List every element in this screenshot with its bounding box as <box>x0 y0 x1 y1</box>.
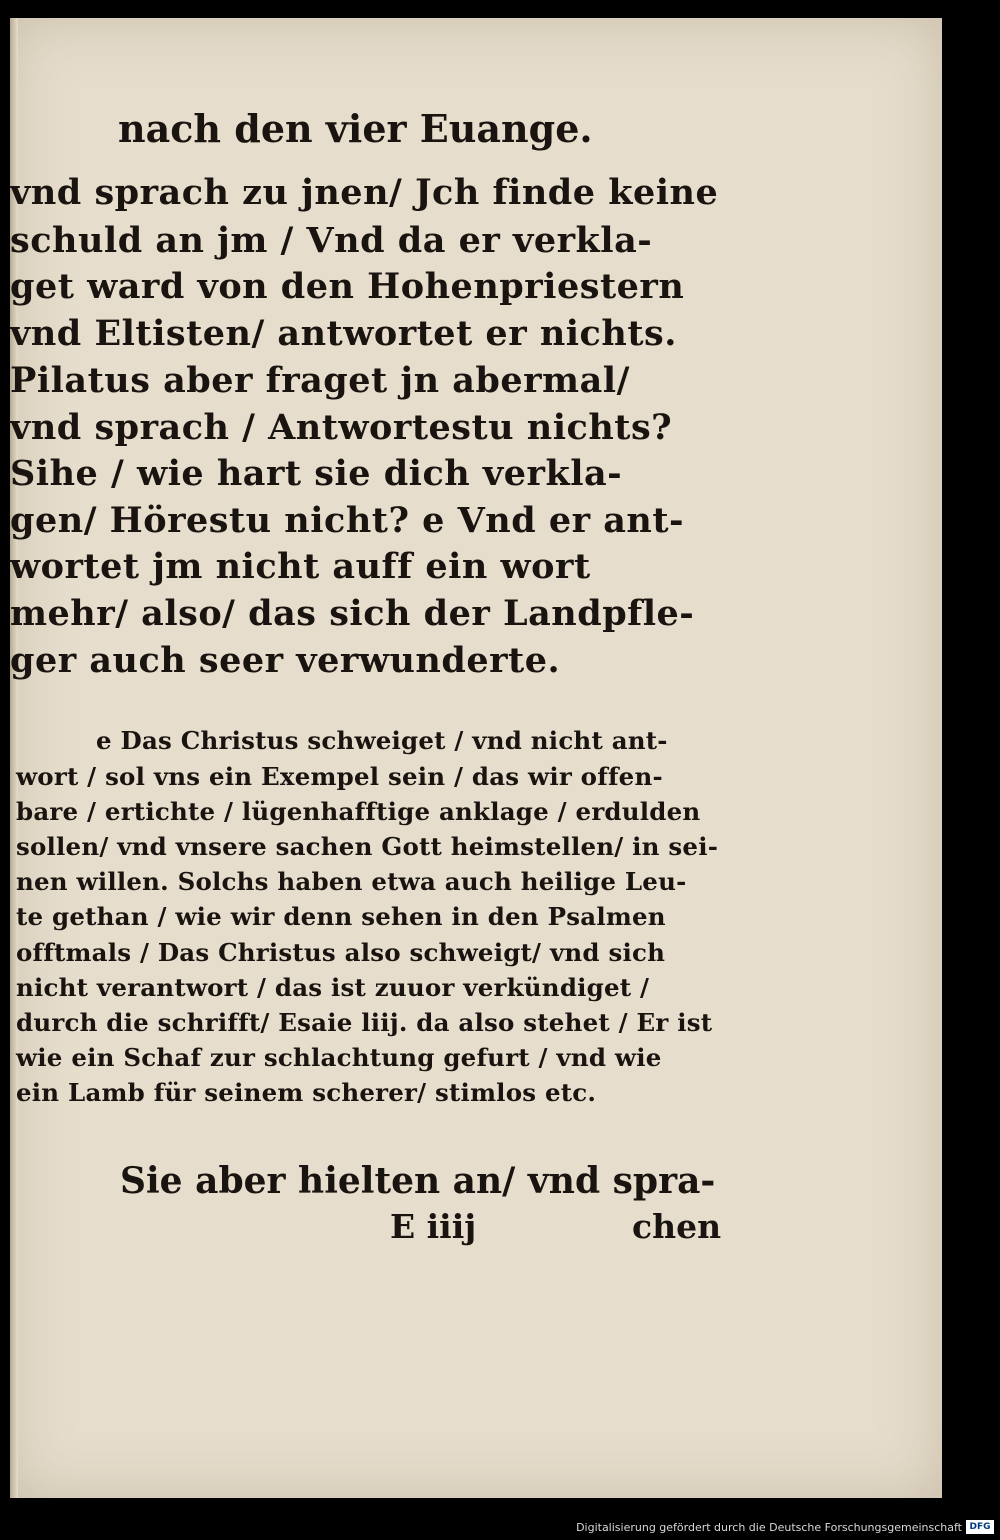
main-text-line: vnd sprach zu jnen/ Jch finde keine <box>10 172 719 213</box>
main-text-line: gen/ Hörestu nicht? e Vnd er ant- <box>10 500 685 541</box>
gloss-line: offtmals / Das Christus also schweigt/ vnd sich <box>16 938 666 967</box>
running-title: nach den vier Euange. <box>118 106 593 151</box>
dfg-logo: DFG <box>966 1520 994 1534</box>
catchword: chen <box>632 1207 722 1246</box>
gloss-line: nen willen. Solchs haben etwa auch heilige Leu- <box>16 867 687 896</box>
main-text-line: Pilatus aber fraget jn abermal/ <box>10 360 630 401</box>
main-text-line: schuld an jm / Vnd da er verkla- <box>10 220 653 261</box>
main-text-line: vnd sprach / Antwortestu nichts? <box>10 407 673 448</box>
footer-line: Sie aber hielten an/ vnd spra- <box>120 1160 716 1202</box>
main-text-line: wortet jm nicht auff ein wort <box>10 546 591 587</box>
gloss-line: bare / ertichte / lügenhafftige anklage / erdulden <box>16 797 701 826</box>
gloss-line: wort / sol vns ein Exempel sein / das wir offen- <box>16 762 663 791</box>
gloss-line: sollen/ vnd vnsere sachen Gott heimstellen/ in sei- <box>16 832 719 861</box>
main-text-line: ger auch seer verwunderte. <box>10 640 561 681</box>
gloss-line: e Das Christus schweiget / vnd nicht ant- <box>96 726 668 755</box>
gloss-line: wie ein Schaf zur schlachtung gefurt / vnd wie <box>16 1043 662 1072</box>
main-text-line: Sihe / wie hart sie dich verkla- <box>10 453 623 494</box>
gloss-line: durch die schrifft/ Esaie liij. da also stehet / Er ist <box>16 1008 713 1037</box>
main-text-line: mehr/ also/ das sich der Landpfle- <box>10 593 695 634</box>
digitization-credit: Digitalisierung gefördert durch die Deutsche Forschungsgemeinschaft <box>576 1521 962 1534</box>
main-text-line: get ward von den Hohenpriestern <box>10 266 685 307</box>
gloss-line: te gethan / wie wir denn sehen in den Psalmen <box>16 902 666 931</box>
gloss-line: ein Lamb für seinem scherer/ stimlos etc. <box>16 1078 597 1107</box>
gloss-line: nicht verantwort / das ist zuuor verkündiget / <box>16 973 650 1002</box>
main-text-line: vnd Eltisten/ antwortet er nichts. <box>10 313 677 354</box>
signature-mark: E iiij <box>390 1207 477 1246</box>
